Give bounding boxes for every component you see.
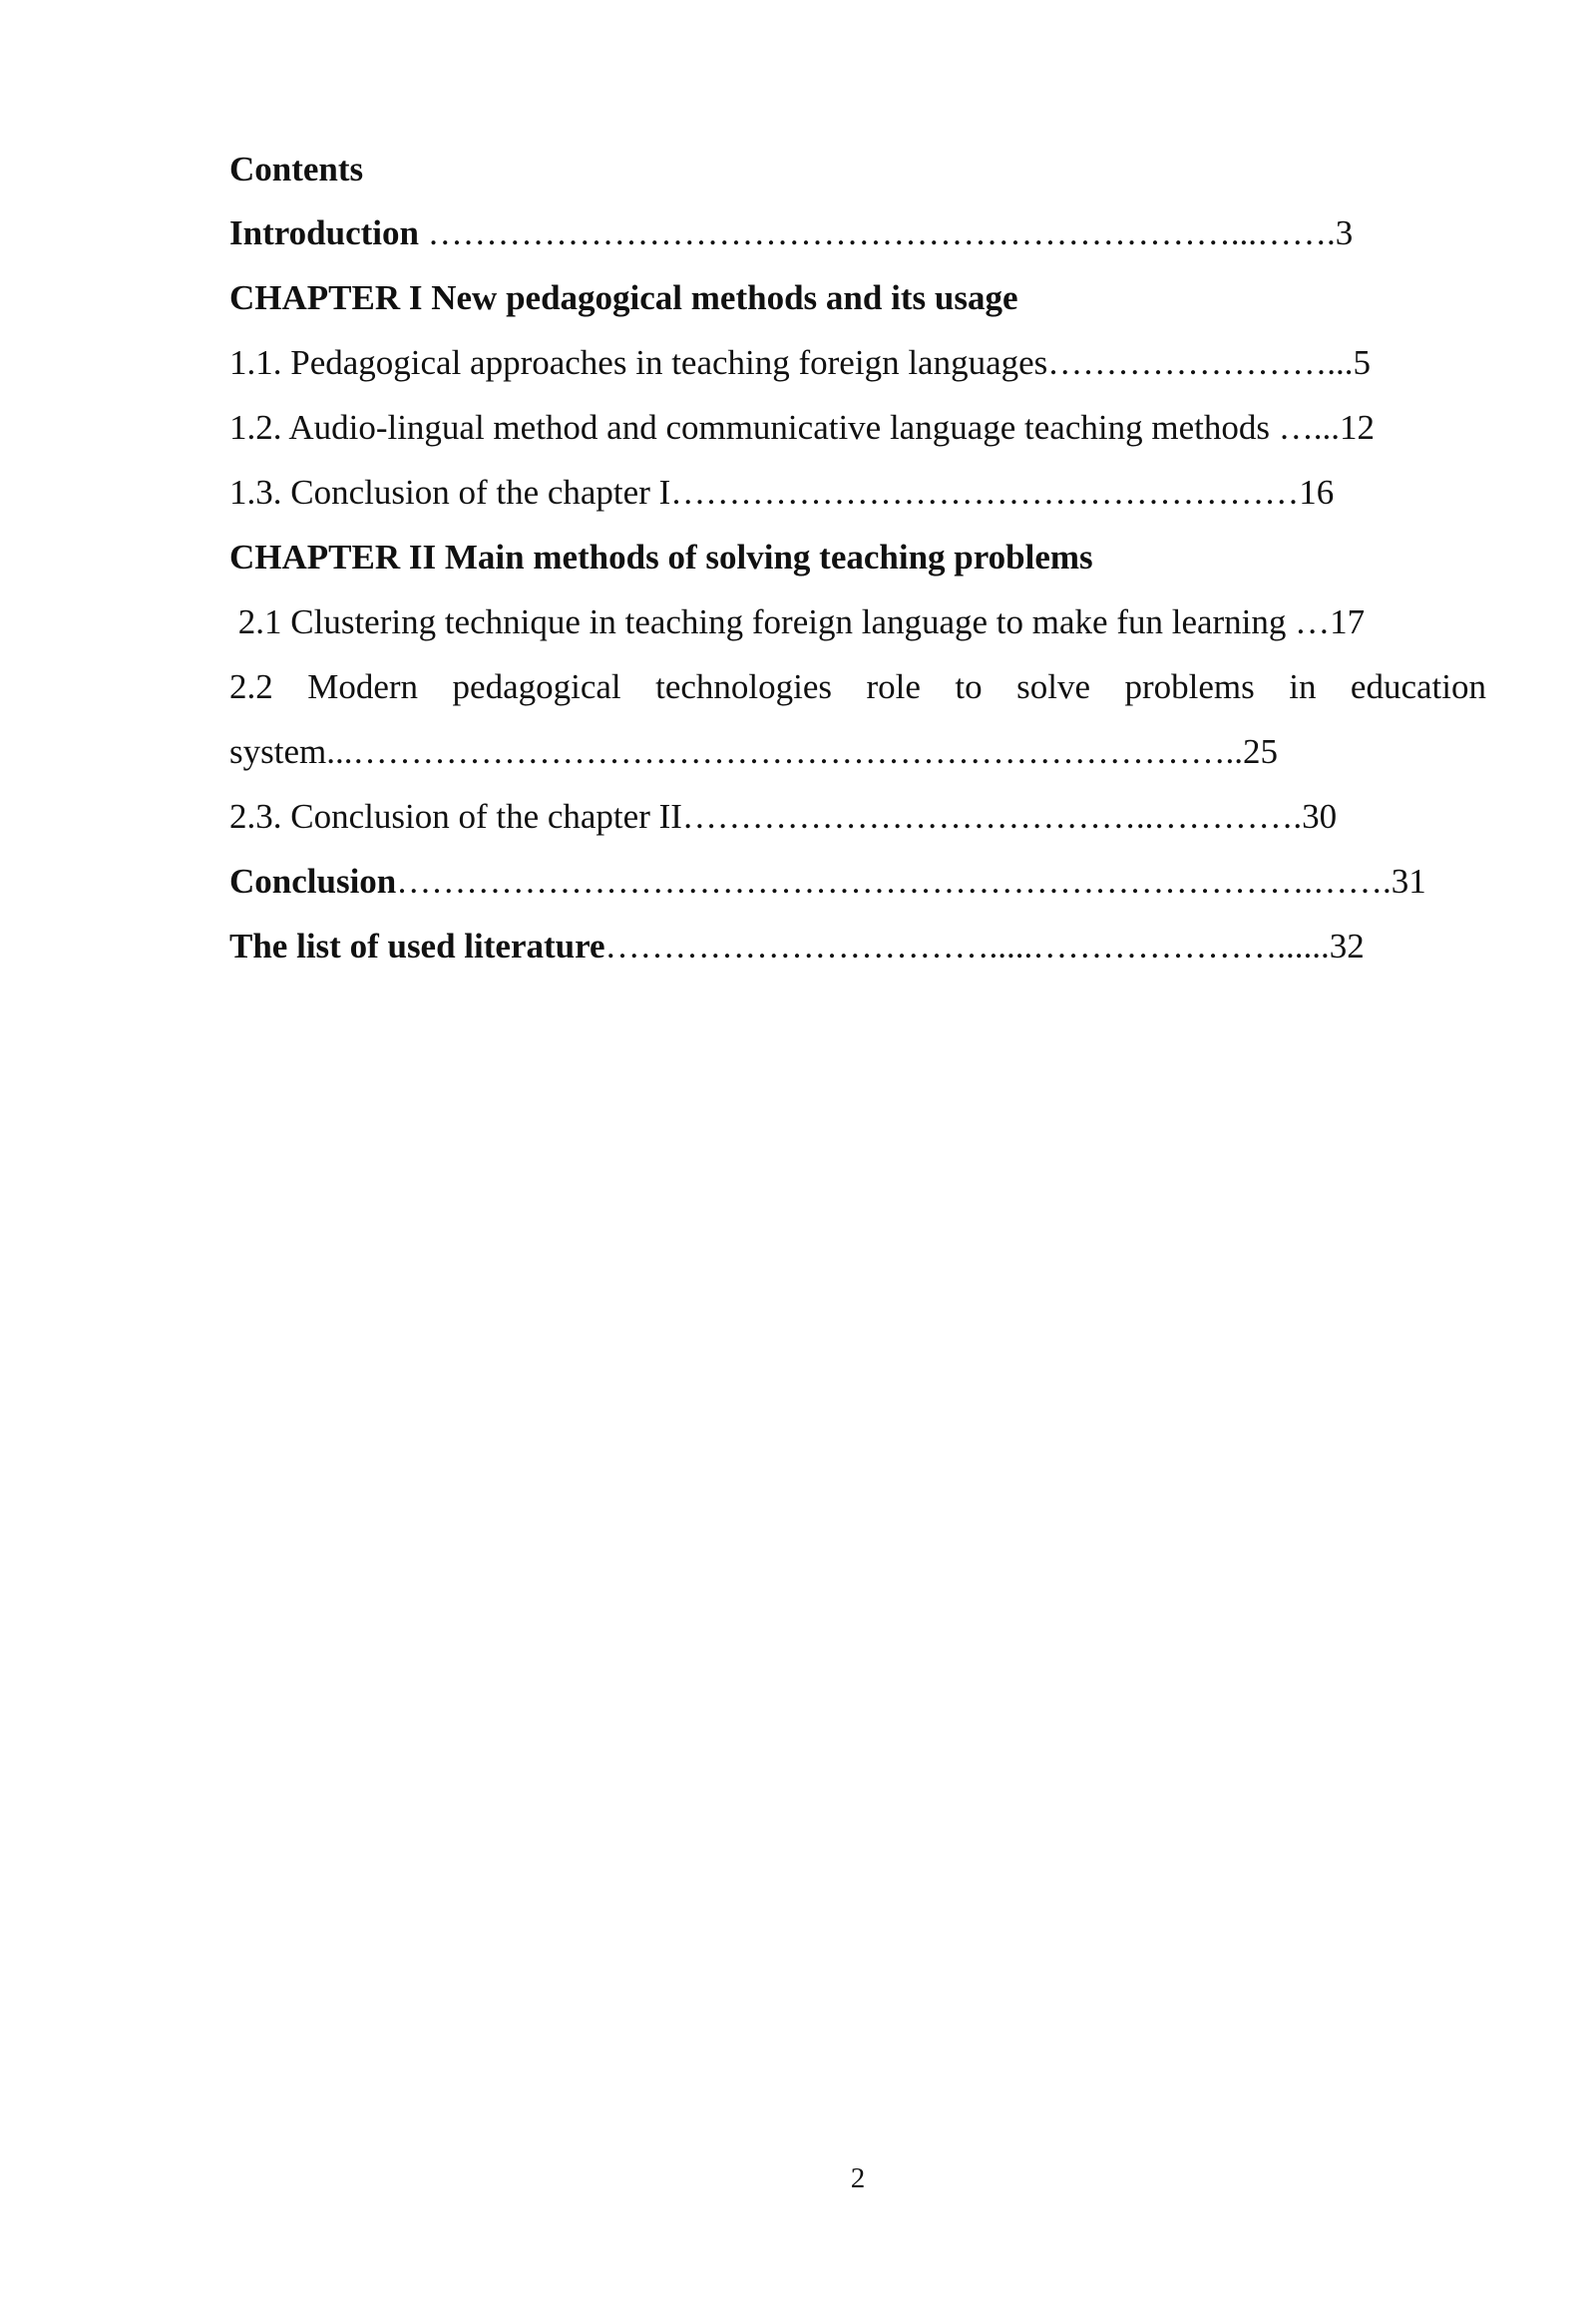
contents-heading: Contents [229, 150, 364, 189]
toc-entry-section-2-3: 2.3. Conclusion of the chapter II…………………………………..………….30 [229, 797, 1338, 836]
toc-leader: …………………………….....…………………...... [604, 927, 1330, 966]
page-number: 2 [850, 2162, 866, 2194]
toc-page-number: 3 [1335, 213, 1354, 252]
toc-page-number: 31 [1391, 862, 1426, 901]
toc-entry-section-1-1: 1.1. Pedagogical approaches in teaching foreign languages……………………...5 [229, 343, 1372, 382]
toc-entry-literature [229, 925, 1365, 968]
toc-entry-conclusion [229, 860, 1426, 904]
toc-entry-introduction [229, 211, 1353, 255]
toc-entry-section-1-3: 1.3. Conclusion of the chapter I………………………………………………16 [229, 473, 1335, 512]
toc-entry-title: The list of used literature [229, 927, 605, 966]
toc-entry-section-2-2-line-2: system...…………………………………………………………………..25 [229, 732, 1278, 771]
toc-entry-section-2-1: 2.1 Clustering technique in teaching foreign language to make fun learning …17 [229, 602, 1366, 641]
toc-chapter-1-heading: CHAPTER I New pedagogical methods and its usage [229, 278, 1018, 317]
toc-entry-title: Conclusion [229, 862, 397, 901]
toc-leader: ……………………………………………………………...……. [418, 213, 1336, 252]
toc-page-number: 32 [1329, 927, 1365, 966]
toc-entry-section-2-2-line-1: 2.2 Modern pedagogical technologies role to solve problems in education [229, 667, 1486, 706]
toc-leader: …………………………………………………………………….……. [396, 862, 1392, 901]
toc-chapter-2-heading: CHAPTER II Main methods of solving teaching problems [229, 538, 1093, 577]
toc-entry-title: Introduction [229, 213, 419, 252]
toc-entry-section-1-2: 1.2. Audio-lingual method and communicative language teaching methods …...12 [229, 408, 1375, 447]
